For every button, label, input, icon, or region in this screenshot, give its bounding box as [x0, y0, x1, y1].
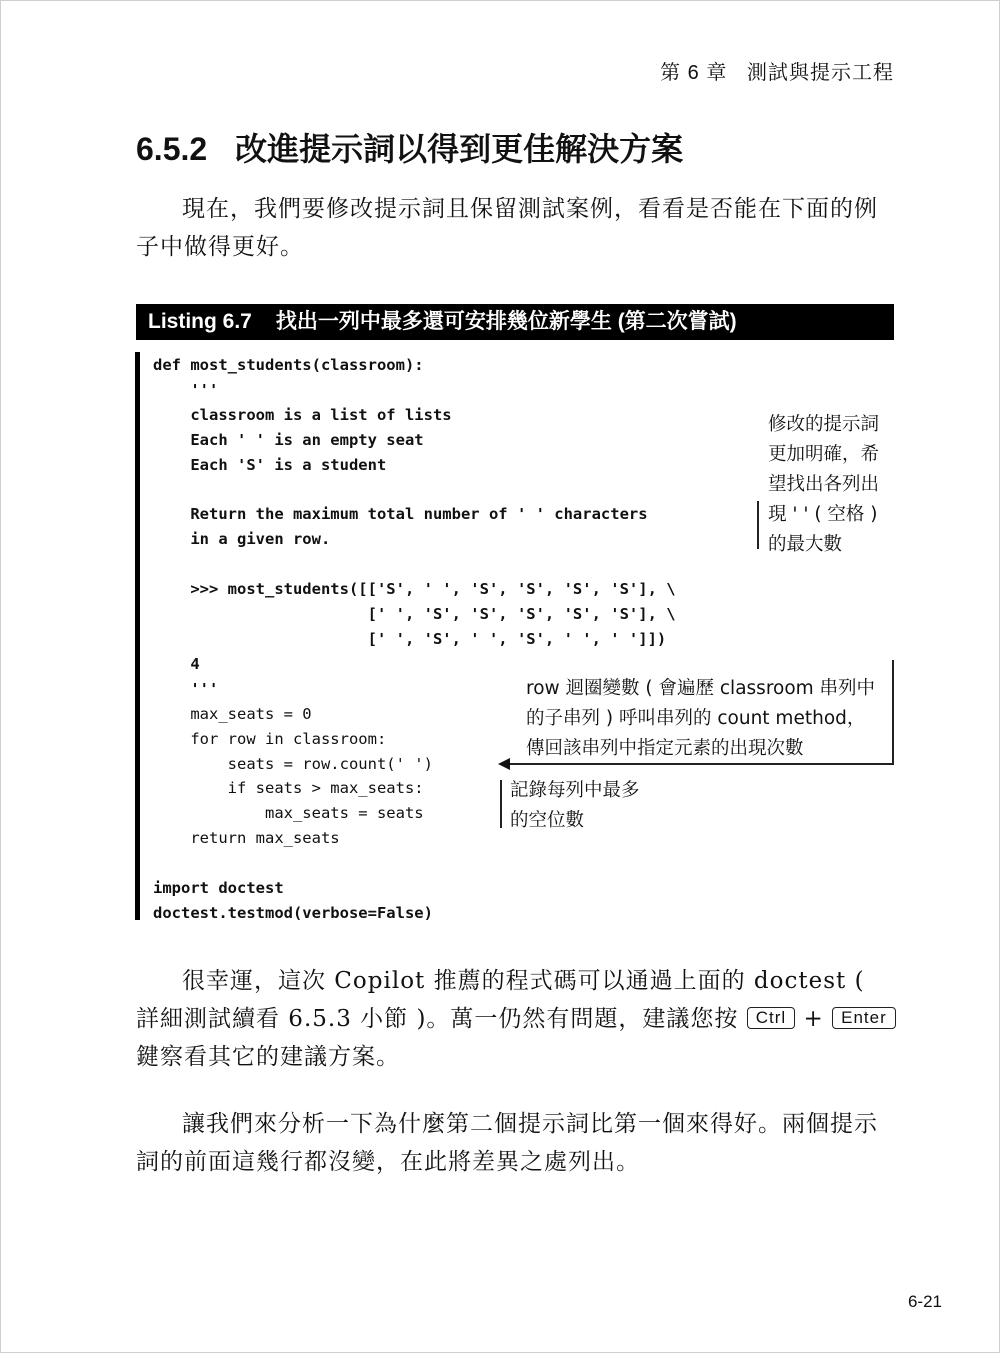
- chapter-title: 測試與提示工程: [747, 62, 894, 84]
- seats-note-bracket: [500, 780, 502, 828]
- note-line: 的最大數: [768, 534, 843, 555]
- code-line: max_seats = 0: [153, 704, 312, 723]
- code-block: [153, 353, 676, 926]
- listing-caption: 找出一列中最多還可安排幾位新學生 (第二次嘗試): [275, 310, 737, 333]
- code-line: return max_seats: [153, 829, 340, 848]
- code-line: ''': [153, 380, 219, 399]
- code-line: in a given row.: [153, 530, 331, 549]
- note-line: 的子串列 ) 呼叫串列的 count method，: [526, 708, 866, 729]
- note-line: 更加明確，希: [768, 444, 880, 465]
- result-paragraph: [136, 962, 896, 1076]
- code-line: for row in classroom:: [153, 729, 387, 748]
- loop-note: [526, 674, 875, 764]
- code-line: seats = row.count(' '): [153, 754, 433, 773]
- seats-note: [510, 776, 640, 836]
- code-line: doctest.testmod(verbose=False): [153, 903, 433, 922]
- page-number: 6-21: [907, 1292, 942, 1311]
- running-header: [660, 56, 894, 85]
- analysis-text: 讓我們來分析一下為什麼第二個提示詞比第一個來得好。兩個提示詞的前面這幾行都沒變，在此將差異之處列出。: [136, 1111, 878, 1175]
- code-line: Each ' ' is an empty seat: [153, 430, 424, 449]
- note-line: 記錄每列中最多: [510, 780, 640, 801]
- note-line: row 迴圈變數 ( 會遍歷 classroom 串列中: [526, 678, 876, 699]
- result-text: 很幸運，這次 Copilot 推薦的程式碼可以通過上面的 doctest ( 詳細測試續看 6.5.3 小節 )。萬一仍然有問題，建議您按: [136, 968, 865, 1032]
- code-line: import doctest: [153, 879, 284, 898]
- code-line: [' ', 'S', 'S', 'S', 'S', 'S'], \: [153, 605, 676, 624]
- code-line: Return the maximum total number of ' ' characters: [153, 505, 648, 524]
- enter-key: Enter: [832, 1007, 896, 1029]
- section-number: 6.5.2: [136, 131, 208, 167]
- code-line: ''': [153, 679, 219, 698]
- code-line: max_seats = seats: [153, 804, 424, 823]
- code-line: classroom is a list of lists: [153, 405, 452, 424]
- code-line: if seats > max_seats:: [153, 779, 424, 798]
- note-line: 望找出各列出: [768, 474, 880, 495]
- note-line: 的空位數: [510, 810, 585, 831]
- section-heading: [136, 124, 683, 170]
- code-line: 4: [153, 654, 200, 673]
- intro-paragraph: [136, 190, 896, 266]
- code-line: >>> most_students([['S', ' ', 'S', 'S', 'S', 'S'], \: [153, 580, 676, 599]
- code-line: [' ', 'S', ' ', 'S', ' ', ' ']]): [153, 629, 667, 648]
- prompt-note: [768, 410, 879, 560]
- code-line: def most_students(classroom):: [153, 356, 424, 374]
- code-left-rule: [135, 352, 140, 920]
- listing-caption-bar: [136, 304, 894, 340]
- arrow-left-icon: [498, 758, 510, 770]
- intro-text: 現在，我們要修改提示詞且保留測試案例，看看是否能在下面的例子中做得更好。: [136, 196, 878, 260]
- prompt-note-bracket: [757, 501, 759, 549]
- note-line: 現 ' ' ( 空格 ): [768, 504, 878, 525]
- listing-label: Listing 6.7: [148, 310, 252, 333]
- code-line: Each 'S' is a student: [153, 455, 387, 474]
- note-line: 傳回該串列中指定元素的出現次數: [526, 738, 804, 759]
- result-text-end: 鍵察看其它的建議方案。: [136, 1044, 400, 1070]
- section-title: 改進提示詞以得到更佳解決方案: [235, 131, 684, 167]
- note-line: 修改的提示詞: [768, 414, 880, 435]
- ctrl-key: Ctrl: [747, 1007, 795, 1029]
- plus-sign: +: [803, 1006, 824, 1032]
- analysis-paragraph: [136, 1105, 896, 1181]
- loop-note-bracket: [892, 660, 894, 765]
- chapter-label: 第 6 章: [660, 62, 728, 84]
